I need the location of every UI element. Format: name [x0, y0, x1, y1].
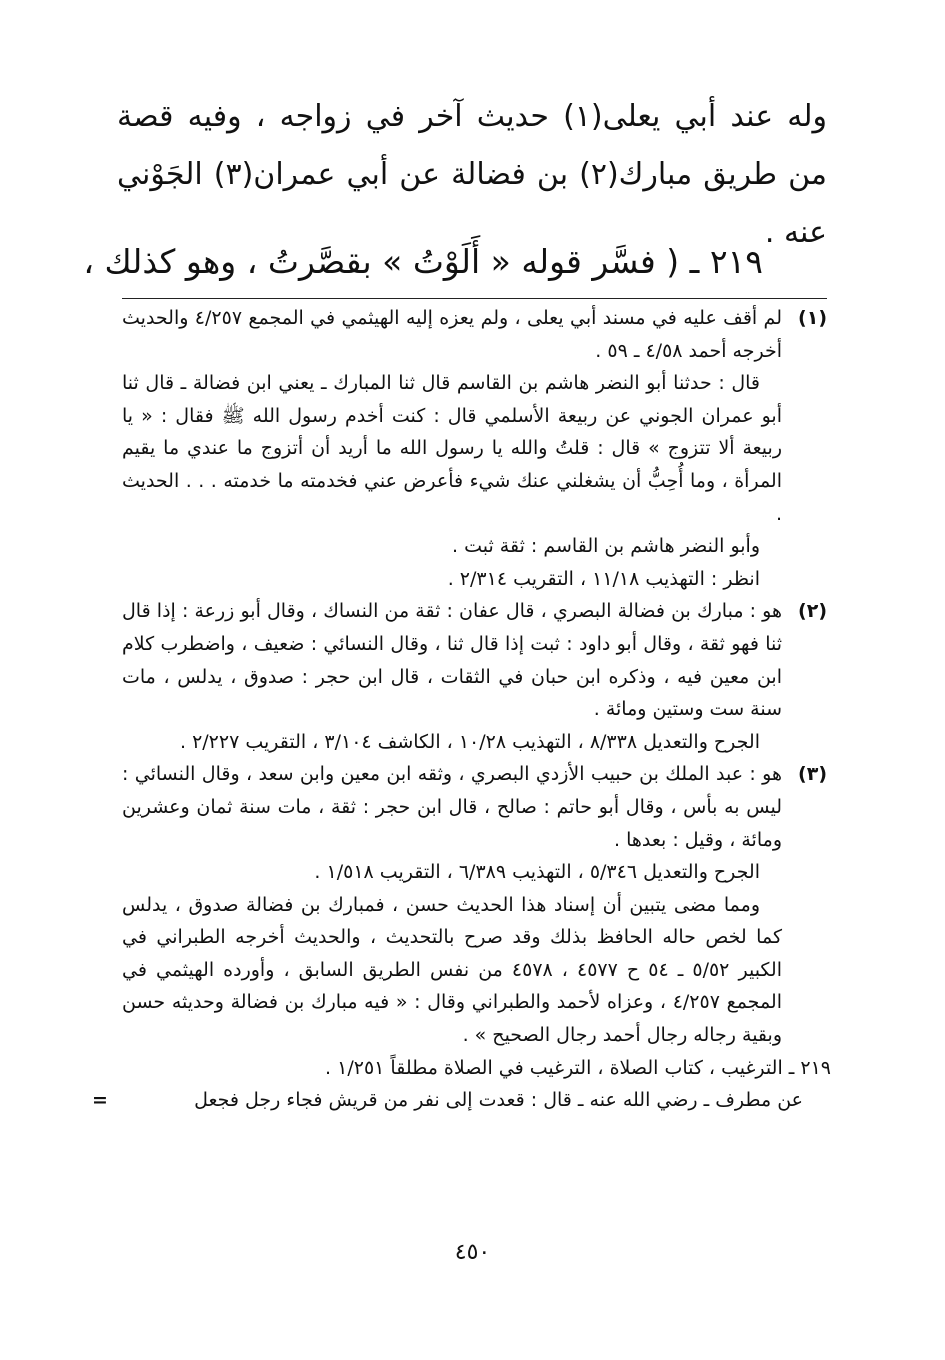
section-heading: ٢١٩ ـ ( فسَّر قوله « أَلَوْتُ » بقصَّرتُ ، وهو كذلك ، [83, 242, 763, 281]
footnote-paragraph: الجرح والتعديل ٥/٣٤٦ ، التهذيب ٦/٣٨٩ ، التقريب ١/٥١٨ . [314, 861, 760, 884]
footnote-number: (١) [798, 307, 827, 329]
source-number: ٢١٩ ـ [788, 1056, 831, 1079]
source-line [122, 1052, 831, 1085]
footnotes [92, 302, 831, 1117]
page-number: ٤٥٠ [454, 1240, 491, 1265]
footnote-paragraph: قال : حدثنا أبو النضر هاشم بن القاسم قال ثنا المبارك ـ يعني ابن فضالة ـ قال ثنا أبو عمران الجوني عن ربيعة الأسلمي قال : كنت أخدم رسول الله ﷺ فقال : « يا ربيعة ألا تتزوج » قال : قلتُ والله يا رسول الله ما أريد أن أتزوج ما عندي ما يقيم المرأة ، وما أُحِبُّ أن يشغلني عنك شيء فأعرض عني فخدمته ما خدمته . . . الحديث . [122, 372, 782, 525]
footnote-paragraph: هو : مبارك بن فضالة البصري ، قال عفان : ثقة من النساك ، وقال أبو زرعة : إذا قال ثنا فهو ثقة ، وقال أبو داود : ثبت إذا قال ثنا ، وقال النسائي : ضعيف ، واضطرب كلام ابن معين فيه ، وذكره ابن حبان في الثقات ، قال ابن حجر : صدوق ، يدلس ، مات سنة ست وستين ومائة . [122, 600, 782, 721]
footnote-paragraph: لم أقف عليه في مسند أبي يعلى ، ولم يعزه إليه الهيثمي في المجمع ٤/٢٥٧ والحديث أخرجه أحمد ٤/٥٨ ـ ٥٩ . [122, 307, 782, 362]
footnote-3 [122, 758, 827, 1051]
footnote-paragraph: ومما مضى يتبين أن إسناد هذا الحديث حسن ، فمبارك بن فضالة صدوق ، يدلس كما لخص حاله الحافظ بذلك وقد صرح بالتحديث ، والحديث أخرجه الطبراني في الكبير ٥/٥٢ ـ ٥٤ ح ٤٥٧٧ ، ٤٥٧٨ من نفس الطريق السابق ، وأورده الهيثمي في المجمع ٤/٢٥٧ ، وعزاه لأحمد والطبراني وقال : « فيه مبارك بن فضالة وحديثه حسن وبقية رجاله رجال أحمد رجال الصحيح » . [122, 893, 782, 1047]
footnote-1 [122, 302, 827, 595]
continuation-line [92, 1084, 827, 1117]
continuation-mark: = [92, 1089, 108, 1112]
footnote-paragraph: انظر : التهذيب ١١/١٨ ، التقريب ٢/٣١٤ . [447, 567, 760, 590]
footnote-number: (٢) [798, 600, 827, 623]
main-text: وله عند أبي يعلى(١) حديث آخر في زواجه ، وفيه قصة من طريق مبارك(٢) بن فضالة عن أبي عمران(٣) الجَوْني عنه . [117, 99, 827, 250]
source-text: الترغيب ، كتاب الصلاة ، الترغيب في الصلاة مطلقاً ١/٢٥١ . [325, 1056, 783, 1079]
footnote-paragraph: الجرح والتعديل ٨/٣٣٨ ، التهذيب ١٠/٢٨ ، الكاشف ٣/١٠٤ ، التقريب ٢/٢٢٧ . [179, 730, 760, 753]
source-note [92, 1052, 831, 1117]
footnote-paragraph: وأبو النضر هاشم بن القاسم : ثقة ثبت . [452, 535, 760, 558]
footnote-2 [122, 595, 827, 758]
footnote-paragraph: هو : عبد الملك بن حبيب الأزدي البصري ، وثقه ابن معين وابن سعد ، وقال النسائي : ليس به بأس ، وقال أبو حاتم : صالح ، قال ابن حجر : ثقة ، مات سنة ثمان وعشرين ومائة ، وقيل : بعدها . [122, 763, 782, 851]
footnote-number: (٣) [798, 763, 827, 786]
continuation-text: عن مطرف ـ رضي الله عنه ـ قال : قعدت إلى نفر من قريش فجاء رجل فجعل [194, 1089, 803, 1112]
footnote-divider [122, 298, 827, 299]
